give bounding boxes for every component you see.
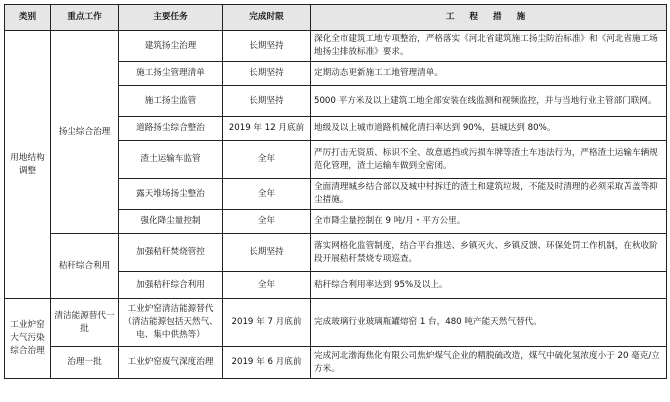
measures-cell: 落实网格化监管制度，结合平台推送、乡镇灭火、乡镇反馈、环保处罚工作机制，在秋收阶段开展秸秆禁烧专项巡查。 — [311, 234, 667, 272]
deadline-cell: 2019 年 6 月底前 — [223, 347, 311, 379]
task-cell: 工业炉窑废气深度治理 — [119, 347, 223, 379]
deadline-cell: 长期坚持 — [223, 62, 311, 86]
deadline-cell: 2019 年 12 月底前 — [223, 117, 311, 141]
category-cell: 工业炉窑大气污染综合治理 — [5, 299, 51, 379]
header-key-work: 重点工作 — [51, 5, 119, 31]
key-work-cell: 治理一批 — [51, 347, 119, 379]
task-cell: 加强秸秆焚烧管控 — [119, 234, 223, 272]
table-row — [5, 299, 667, 347]
task-cell: 强化降尘量控制 — [119, 210, 223, 234]
deadline-cell: 全年 — [223, 210, 311, 234]
task-cell: 施工扬尘管理清单 — [119, 62, 223, 86]
measures-cell: 完成河北渤海焦化有限公司焦炉煤气企业的精脱硫改造，煤气中硫化氢浓度小于 20 毫克/立方米。 — [311, 347, 667, 379]
task-cell: 施工扬尘监管 — [119, 86, 223, 117]
task-cell: 道路扬尘综合整治 — [119, 117, 223, 141]
header-measures: 工 程 措 施 — [311, 5, 667, 31]
measures-cell: 全市降尘量控制在 9 吨/月・平方公里。 — [311, 210, 667, 234]
table-row — [5, 234, 667, 272]
measures-cell: 定期动态更新施工工地管理清单。 — [311, 62, 667, 86]
table-row — [5, 31, 667, 62]
deadline-cell: 长期坚持 — [223, 234, 311, 272]
header-category: 类别 — [5, 5, 51, 31]
measures-cell: 深化全市建筑工地专项整治，严格落实《河北省建筑施工扬尘防治标准》和《河北省施工场地扬尘排放标准》要求。 — [311, 31, 667, 62]
key-work-cell: 秸秆综合利用 — [51, 234, 119, 299]
task-cell: 建筑扬尘治理 — [119, 31, 223, 62]
deadline-cell: 2019 年 7 月底前 — [223, 299, 311, 347]
task-cell: 工业炉窑清洁能源替代（清洁能源包括天然气、电、集中供热等） — [119, 299, 223, 347]
task-cell: 加强秸秆综合利用 — [119, 272, 223, 299]
measures-cell: 地级及以上城市道路机械化清扫率达到 90%，县城达到 80%。 — [311, 117, 667, 141]
header-task: 主要任务 — [119, 5, 223, 31]
deadline-cell: 长期坚持 — [223, 86, 311, 117]
deadline-cell: 全年 — [223, 272, 311, 299]
deadline-cell: 全年 — [223, 179, 311, 210]
measures-cell: 完成玻璃行业玻璃瓶罐熔窑 1 台，480 吨产能天然气替代。 — [311, 299, 667, 347]
deadline-cell: 长期坚持 — [223, 31, 311, 62]
task-cell: 露天堆场扬尘整治 — [119, 179, 223, 210]
category-cell: 用地结构调整 — [5, 31, 51, 299]
measures-table — [4, 4, 667, 379]
header-row — [5, 5, 667, 31]
header-deadline: 完成时限 — [223, 5, 311, 31]
key-work-cell: 扬尘综合治理 — [51, 31, 119, 234]
task-cell: 渣土运输车监管 — [119, 141, 223, 179]
measures-cell: 严厉打击无资质、标识不全、故意遮挡或污损车牌等渣土车违法行为，严格渣土运输车辆规范化管理，渣土运输车做到全密闭。 — [311, 141, 667, 179]
key-work-cell: 清洁能源替代一批 — [51, 299, 119, 347]
measures-cell: 全面清理城乡结合部以及城中村拆迁的渣土和建筑垃圾，不能及时清理的必须采取苫盖等抑尘措施。 — [311, 179, 667, 210]
deadline-cell: 全年 — [223, 141, 311, 179]
measures-cell: 秸秆综合利用率达到 95%及以上。 — [311, 272, 667, 299]
table-row — [5, 347, 667, 379]
measures-cell: 5000 平方米及以上建筑工地全部安装在线监测和视频监控，并与当地行业主管部门联网。 — [311, 86, 667, 117]
